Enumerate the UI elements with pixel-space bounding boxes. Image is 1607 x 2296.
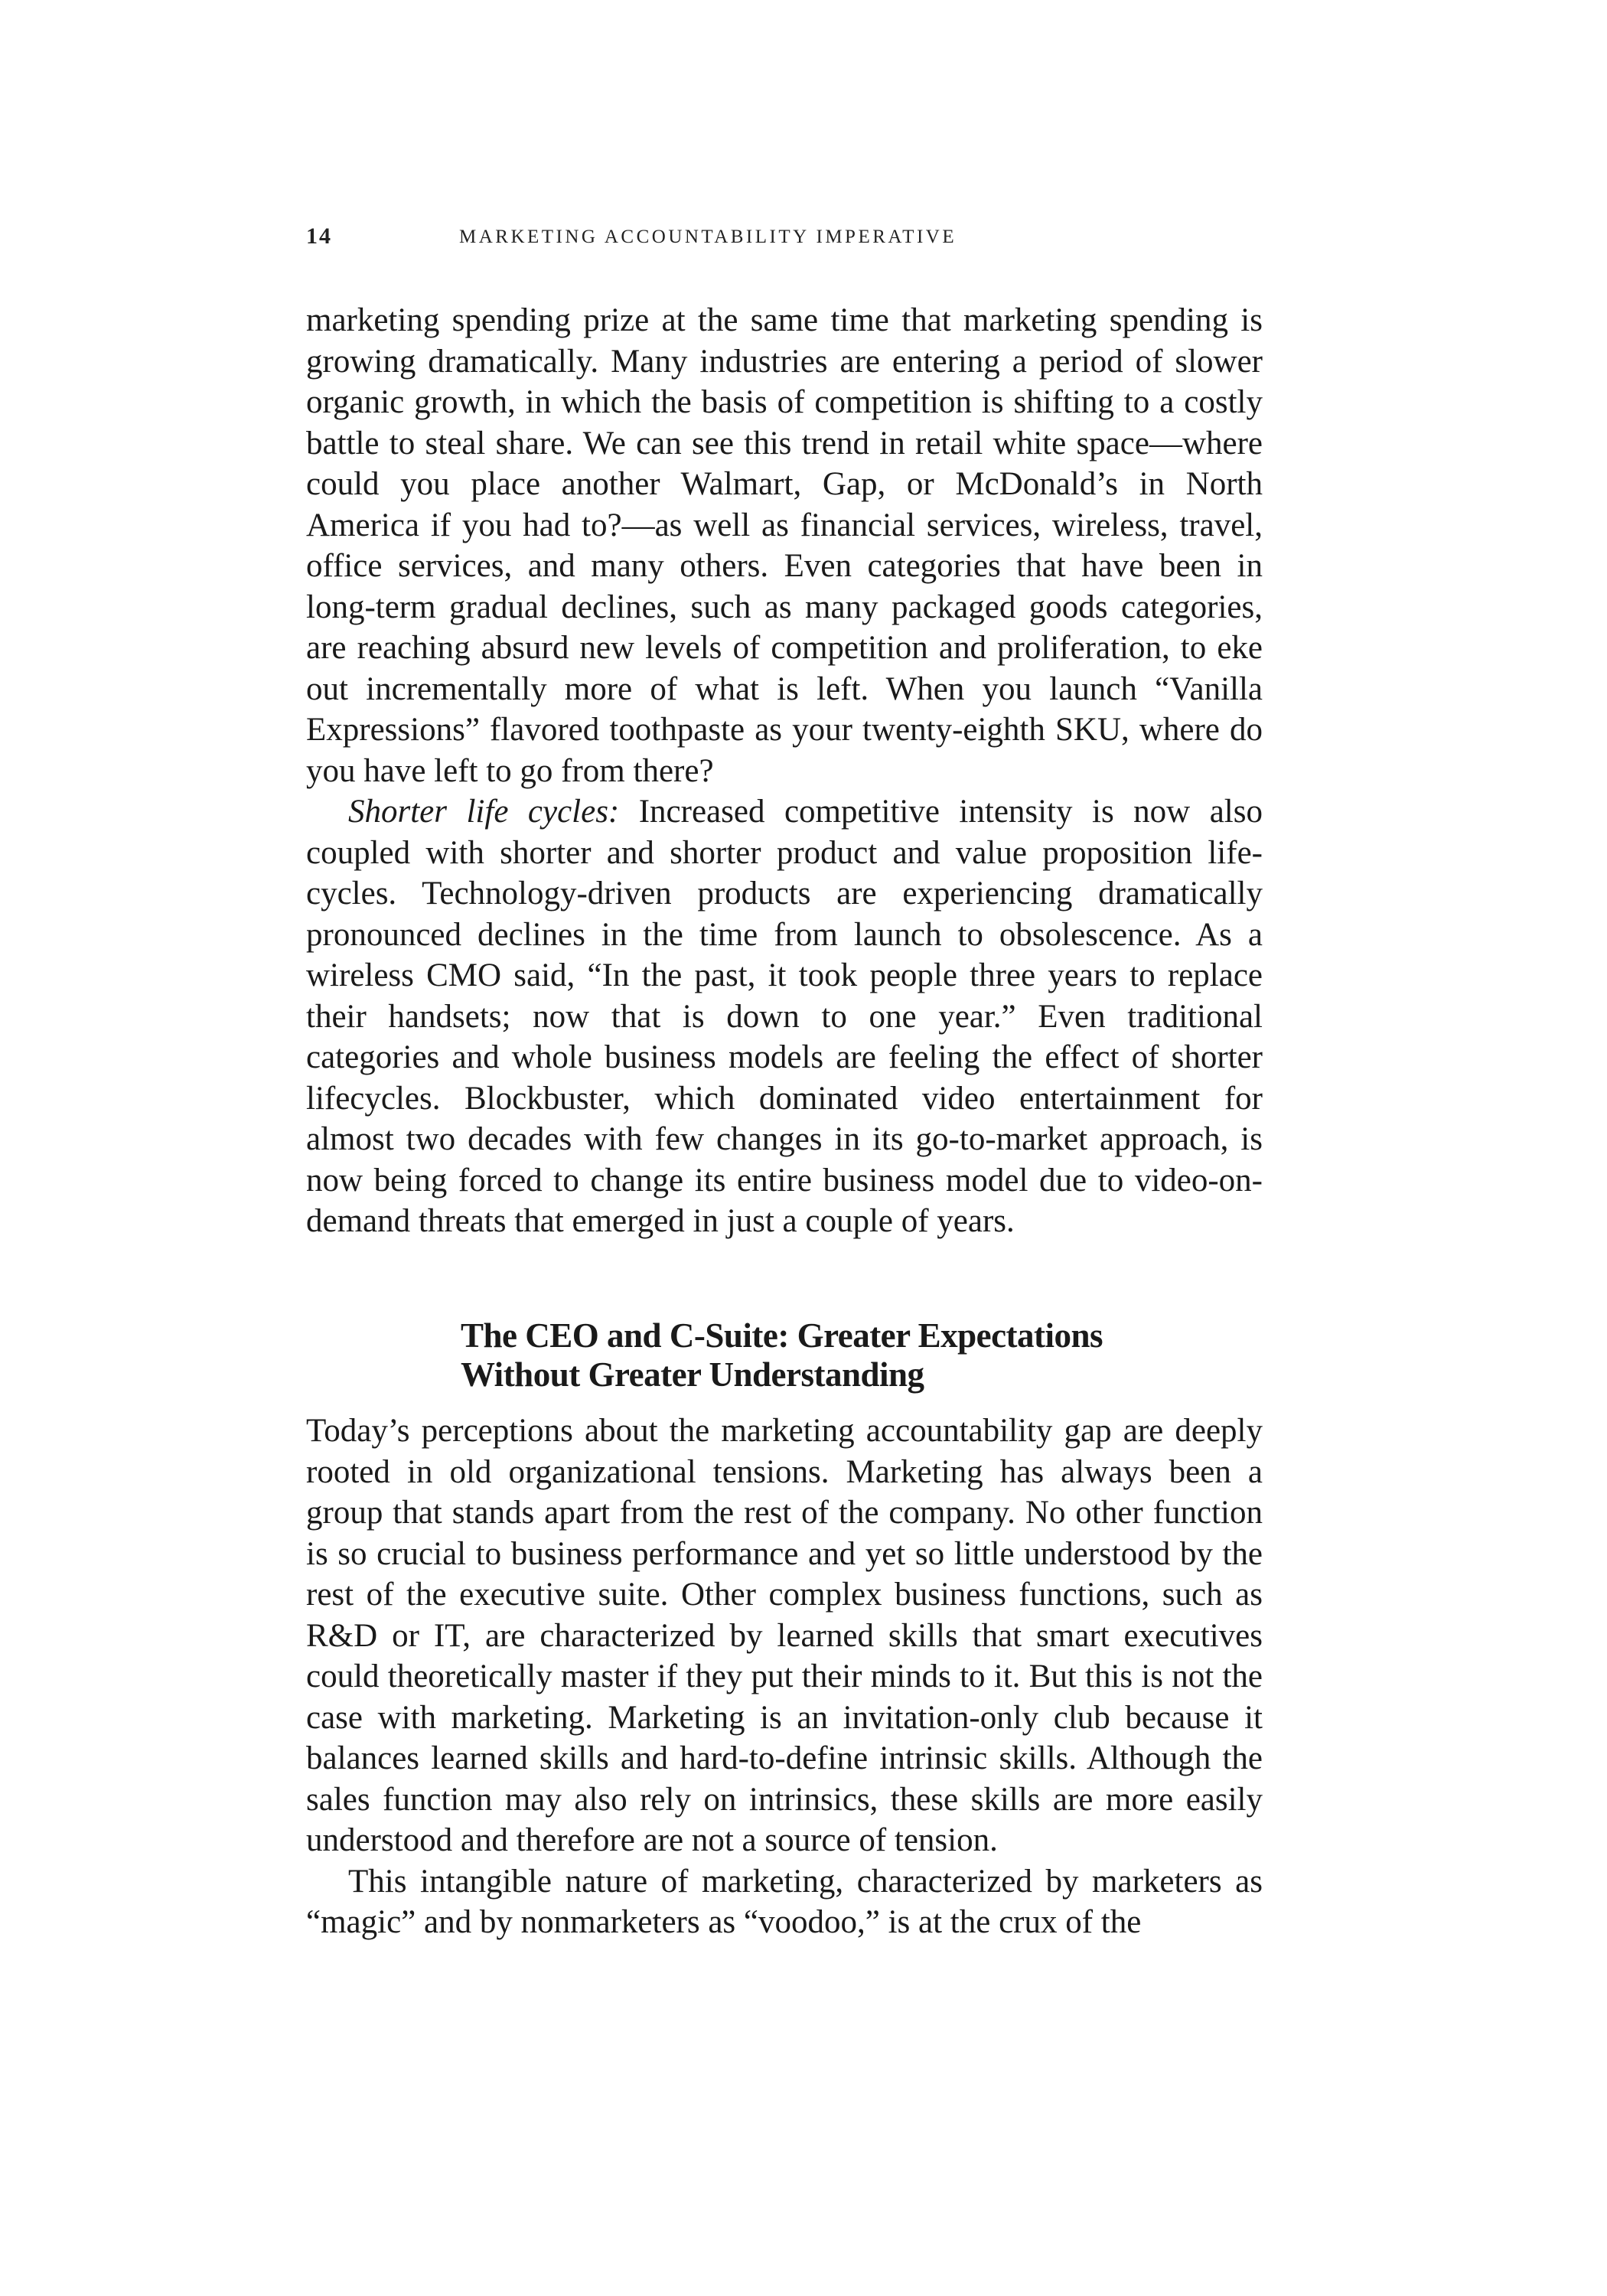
paragraph-continuation: marketing spending prize at the same time that marketing spending is growing dramatically. Many industries are entering a period of slower organic growth, in which the basis of competition is shifting to a costly battle to steal share. We can see this trend in retail white space—where could you place another Walmart, Gap, or McDonald’s in North America if you had to?—as well as financial services, wireless, travel, office services, and many others. Even categories that have been in long-term gradual declines, such as many packaged goods categories, are reaching absurd new levels of competition and proliferation, to eke out incrementally more of what is left. When you launch “Vanilla Expressions” flavored toothpaste as your twenty-eighth SKU, where do you have left to go from there?	[306, 302, 1263, 789]
running-title: MARKETING ACCOUNTABILITY IMPERATIVE	[459, 227, 957, 247]
section-heading-line-2: Without Greater Understanding	[461, 1355, 924, 1394]
paragraph-shorter-life-cycles	[306, 791, 1263, 1242]
page-number: 14	[306, 223, 332, 249]
paragraph-intangible-nature: This intangible nature of marketing, characterized by marketers as “magic” and by nonmarketers as “voodoo,” is at the crux of the	[306, 1863, 1263, 1940]
paragraph-accountability-gap: Today’s perceptions about the marketing accountability gap are deeply rooted in old organizational tensions. Marketing has always been a group that stands apart from the rest of the company. No other function is so crucial to business performance and yet so little understood by the rest of the executive suite. Other complex business functions, such as R&D or IT, are characterized by learned skills that smart executives could theoretically master if they put their minds to it. But this is not the case with marketing. Marketing is an invitation-only club because it balances learned skills and hard-to-define intrinsic skills. Although the sales function may also rely on intrinsics, these skills are more easily understood and therefore are not a source of tension.	[306, 1413, 1263, 1858]
running-head	[306, 223, 1263, 254]
section-1-text	[306, 300, 1263, 1242]
section-heading-line-1: The CEO and C-Suite: Greater Expectations	[461, 1316, 1103, 1355]
paragraph-body: Increased competitive intensity is now also coupled with shorter and shorter product and value proposition lifecycles. Technology-driven products are experiencing dramatically pronounced declines in the time from launch to obsolescence. As a wireless CMO said, “In the past, it took people three years to replace their handsets; now that is down to one year.” Even traditional categories and whole business models are feeling the effect of shorter lifecycles. Blockbuster, which dominated video entertainment for almost two decades with few changes in its go-to-market approach, is now being forced to change its entire business model due to video-on-demand threats that emerged in just a couple of years.	[306, 794, 1263, 1239]
section-2-text	[306, 1411, 1263, 1943]
section-heading	[461, 1316, 1226, 1394]
paragraph-lead-italic: Shorter life cycles:	[348, 794, 620, 830]
